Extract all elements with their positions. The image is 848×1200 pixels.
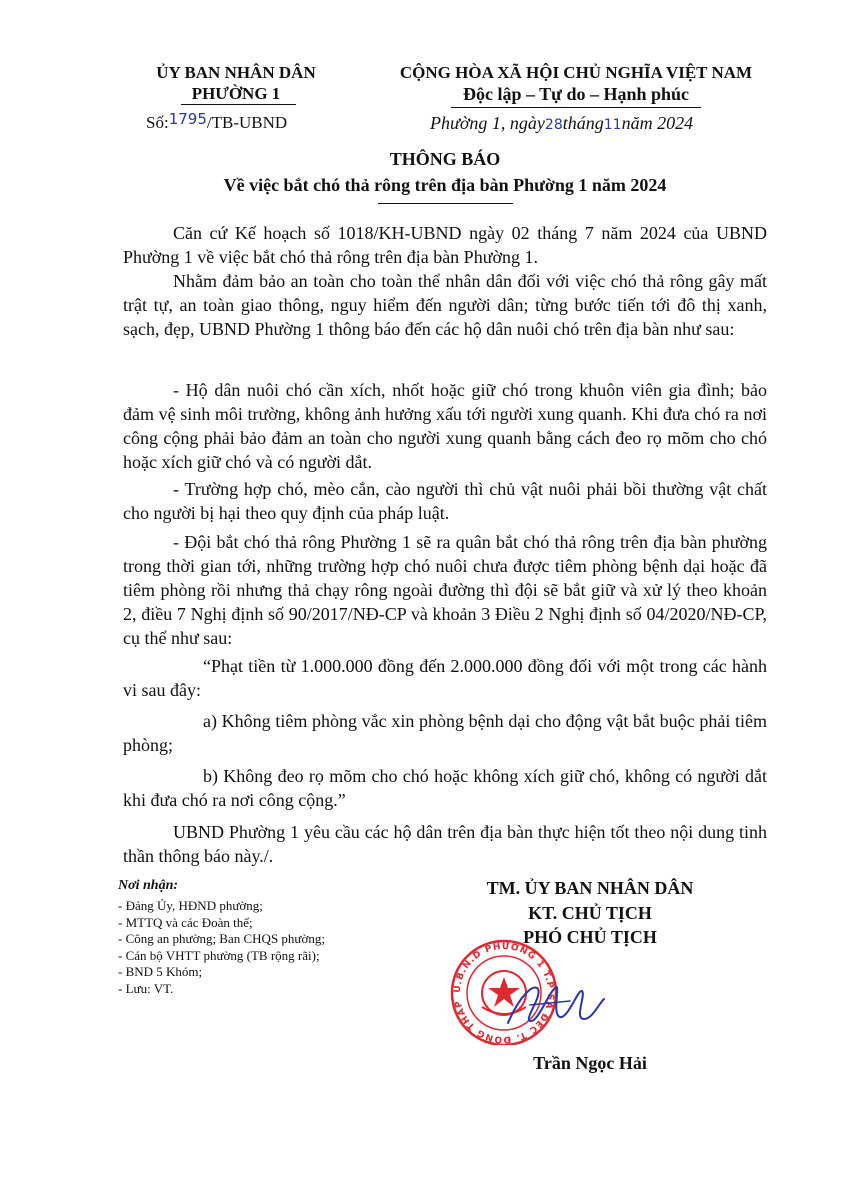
- signature-stroke: [508, 987, 604, 1023]
- issue-date: [430, 113, 693, 134]
- body-paragraph-basis: Căn cứ Kế hoạch số 1018/KH-UBND ngày 02 tháng 7 năm 2024 của UBND Phường 1 về việc bắt chó thả rông trên địa bàn Phường 1.: [123, 223, 767, 267]
- body-paragraph-violation-a: a) Không tiêm phòng vắc xin phòng bệnh dại cho động vật bắt buộc phải tiêm phòng;: [123, 711, 767, 755]
- document-number-value: 1795: [168, 110, 207, 128]
- recipient-item: - Đảng Ủy, HĐND phường;: [118, 898, 263, 913]
- body-paragraph-violation-b: b) Không đeo rọ mõm cho chó hoặc không xích giữ chó, không có người dắt khi đưa chó ra nơi công cộng.”: [123, 766, 767, 810]
- title-underline: [378, 203, 513, 204]
- signature-on-behalf: TM. ỦY BAN NHÂN DÂN: [486, 878, 694, 898]
- seal-ring-text: U.B.N.D PHƯỜNG 1 T.P SA ĐÉC T. ĐỒNG THÁP: [452, 941, 556, 1045]
- motto-underline: [451, 107, 701, 108]
- signer-name: Trần Ngọc Hải: [533, 1053, 647, 1073]
- signature-capacity: KT. CHỦ TỊCH: [528, 903, 652, 923]
- national-title: CỘNG HÒA XÃ HỘI CHỦ NGHĨA VIỆT NAM: [399, 63, 753, 82]
- handwritten-signature: [500, 975, 610, 1035]
- issue-date-day: 28: [544, 117, 563, 133]
- document-number: [146, 110, 288, 133]
- document-number-prefix: Số:: [146, 113, 169, 132]
- signature-title: PHÓ CHỦ TỊCH: [523, 927, 657, 947]
- issuer-ward: PHƯỜNG 1: [191, 84, 281, 103]
- recipient-item: - BND 5 Khóm;: [118, 964, 203, 979]
- header-left-underline: [181, 104, 296, 105]
- document-number-suffix: /TB-UBND: [206, 113, 288, 132]
- document-title: THÔNG BÁO: [389, 149, 501, 169]
- recipients-list: [118, 898, 418, 997]
- issue-date-year: năm 2024: [621, 113, 694, 133]
- recipient-item: - Lưu: VT.: [118, 980, 174, 996]
- issuer-name: ỦY BAN NHÂN DÂN: [156, 63, 316, 82]
- issue-date-month: 11: [603, 117, 622, 133]
- national-motto: Độc lập – Tự do – Hạnh phúc: [462, 84, 690, 104]
- body-paragraph-owner-duty: - Hộ dân nuôi chó cần xích, nhốt hoặc giữ chó trong khuôn viên gia đình; bảo đảm vệ sinh môi trường, không ảnh hưởng xấu tới người xung quanh. Khi đưa chó ra nơi công cộng phải bảo đảm an toàn cho người xung quanh bằng cách đeo rọ mõm cho chó hoặc xích giữ chó và có người dắt.: [123, 380, 767, 472]
- issue-date-prefix: Phường 1, ngày: [430, 113, 545, 133]
- recipient-item: - Công an phường; Ban CHQS phường;: [118, 931, 325, 946]
- body-paragraph-penalty: “Phạt tiền từ 1.000.000 đồng đến 2.000.000 đồng đối với một trong các hành vi sau đây:: [123, 656, 767, 700]
- issue-date-month-label: tháng: [562, 113, 604, 133]
- body-paragraph-enforcement: - Đội bắt chó thả rông Phường 1 sẽ ra quân bắt chó thả rông trên địa bàn phường trong thời gian tới, những trường hợp chó nuôi chưa được tiêm phòng bệnh dại hoặc đã tiêm phòng rồi nhưng thả chạy rông ngoài đường thì đội sẽ bắt giữ và xử lý theo khoản 2, điều 7 Nghị định số 90/2017/NĐ-CP và khoản 3 Điều 2 Nghị định số 04/2020/NĐ-CP, cụ thể như sau:: [123, 532, 767, 648]
- body-paragraph-compensation: - Trường hợp chó, mèo cắn, cào người thì chủ vật nuôi phải bồi thường vật chất cho người bị hại theo quy định của pháp luật.: [123, 479, 767, 523]
- body-paragraph-purpose: Nhằm đảm bảo an toàn cho toàn thể nhân dân đối với việc chó thả rông gây mất trật tự, an toàn giao thông, nguy hiểm đến người dân; từng bước tiến tới đô thị xanh, sạch, đẹp, UBND Phường 1 thông báo đến các hộ dân nuôi chó trên địa bàn như sau:: [123, 271, 767, 339]
- recipients-heading: Nơi nhận:: [118, 878, 179, 893]
- recipient-item: - Cán bộ VHTT phường (TB rộng rãi);: [118, 947, 320, 963]
- document-subject: Về việc bắt chó thả rông trên địa bàn Phường 1 năm 2024: [223, 175, 667, 195]
- body-paragraph-closing: UBND Phường 1 yêu cầu các hộ dân trên địa bàn thực hiện tốt theo nội dung tinh thần thông báo này./.: [123, 822, 767, 866]
- recipient-item: - MTTQ và các Đoàn thể;: [118, 914, 253, 930]
